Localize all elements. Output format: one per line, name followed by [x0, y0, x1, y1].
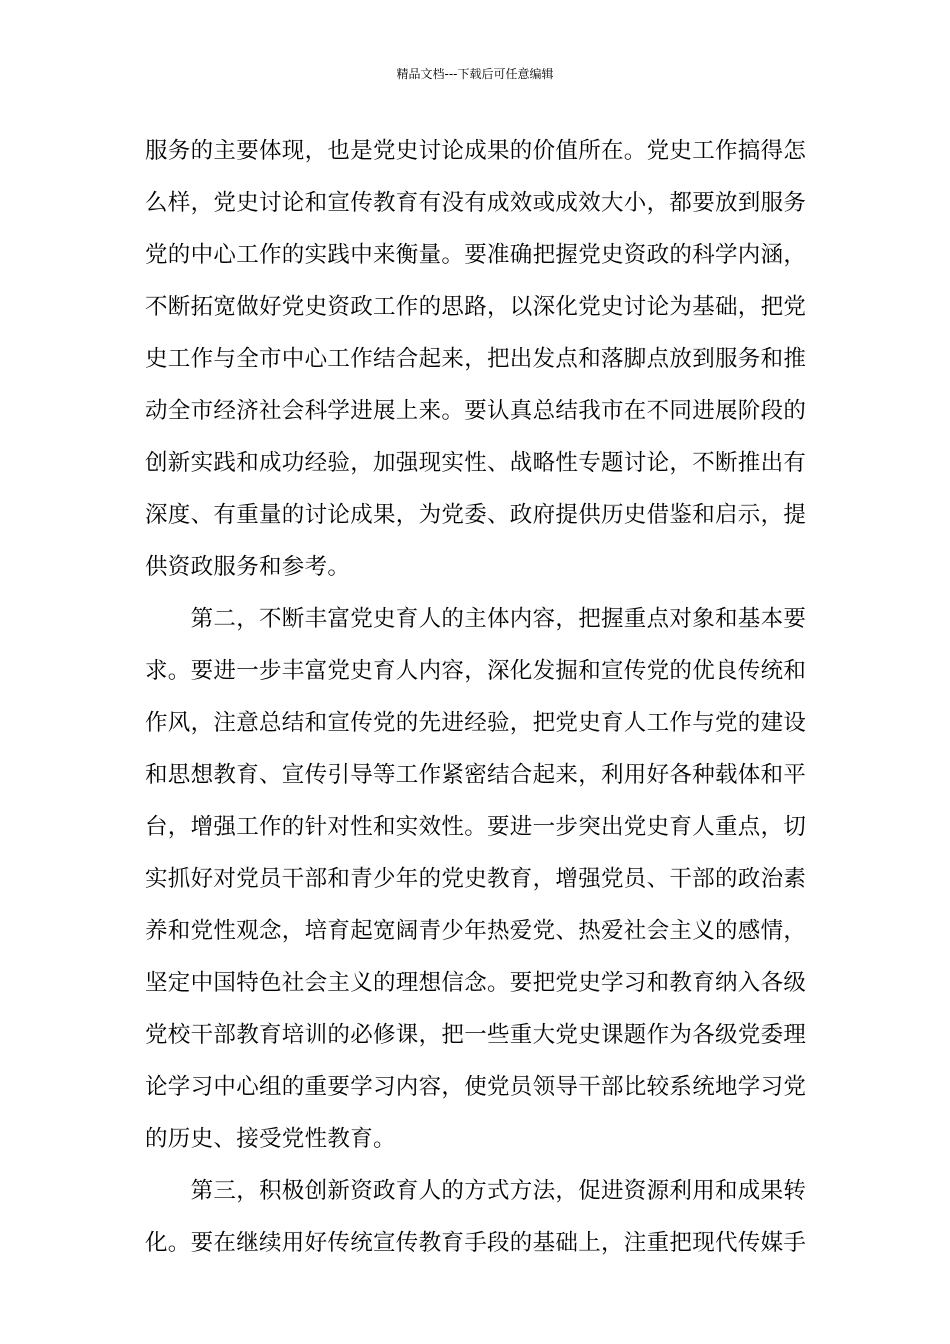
text-line: 供资政服务和参考。 [145, 554, 351, 580]
text-line: 史工作与全市中心工作结合起来，把出发点和落脚点放到服务和推 [145, 346, 807, 372]
text-line: 么样，党史讨论和宣传教育有没有成效或成效大小，都要放到服务 [145, 190, 807, 216]
text-line: 第三，积极创新资政育人的方式方法，促进资源利用和成果转 [145, 1178, 807, 1204]
text-line: 第二，不断丰富党史育人的主体内容，把握重点对象和基本要 [145, 606, 807, 632]
text-line: 服务的主要体现，也是党史讨论成果的价值所在。党史工作搞得怎 [145, 138, 807, 164]
text-line: 坚定中国特色社会主义的理想信念。要把党史学习和教育纳入各级 [145, 970, 807, 996]
text-line: 养和党性观念，培育起宽阔青少年热爱党、热爱社会主义的感情， [145, 918, 807, 944]
page-header: 精品文档---下载后可任意编辑 [396, 67, 554, 81]
text-line: 党校干部教育培训的必修课，把一些重大党史课题作为各级党委理 [145, 1022, 807, 1048]
text-line: 党的中心工作的实践中来衡量。要准确把握党史资政的科学内涵， [145, 242, 807, 268]
text-line: 的历史、接受党性教育。 [145, 1126, 396, 1152]
text-line: 不断拓宽做好党史资政工作的思路，以深化党史讨论为基础，把党 [145, 294, 807, 320]
text-line: 化。要在继续用好传统宣传教育手段的基础上，注重把现代传媒手 [145, 1230, 807, 1256]
text-line: 求。要进一步丰富党史育人内容，深化发掘和宣传党的优良传统和 [145, 658, 807, 684]
text-line: 台，增强工作的针对性和实效性。要进一步突出党史育人重点，切 [145, 814, 807, 840]
text-line: 深度、有重量的讨论成果，为党委、政府提供历史借鉴和启示，提 [145, 502, 807, 528]
text-line: 动全市经济社会科学进展上来。要认真总结我市在不同进展阶段的 [145, 398, 807, 424]
text-line: 论学习中心组的重要学习内容，使党员领导干部比较系统地学习党 [145, 1074, 807, 1100]
text-line: 作风，注意总结和宣传党的先进经验，把党史育人工作与党的建设 [145, 710, 807, 736]
body-text [145, 130, 807, 1274]
text-line: 创新实践和成功经验，加强现实性、战略性专题讨论，不断推出有 [145, 450, 807, 476]
text-line: 实抓好对党员干部和青少年的党史教育，增强党员、干部的政治素 [145, 866, 807, 892]
text-line: 和思想教育、宣传引导等工作紧密结合起来，利用好各种载体和平 [145, 762, 807, 788]
